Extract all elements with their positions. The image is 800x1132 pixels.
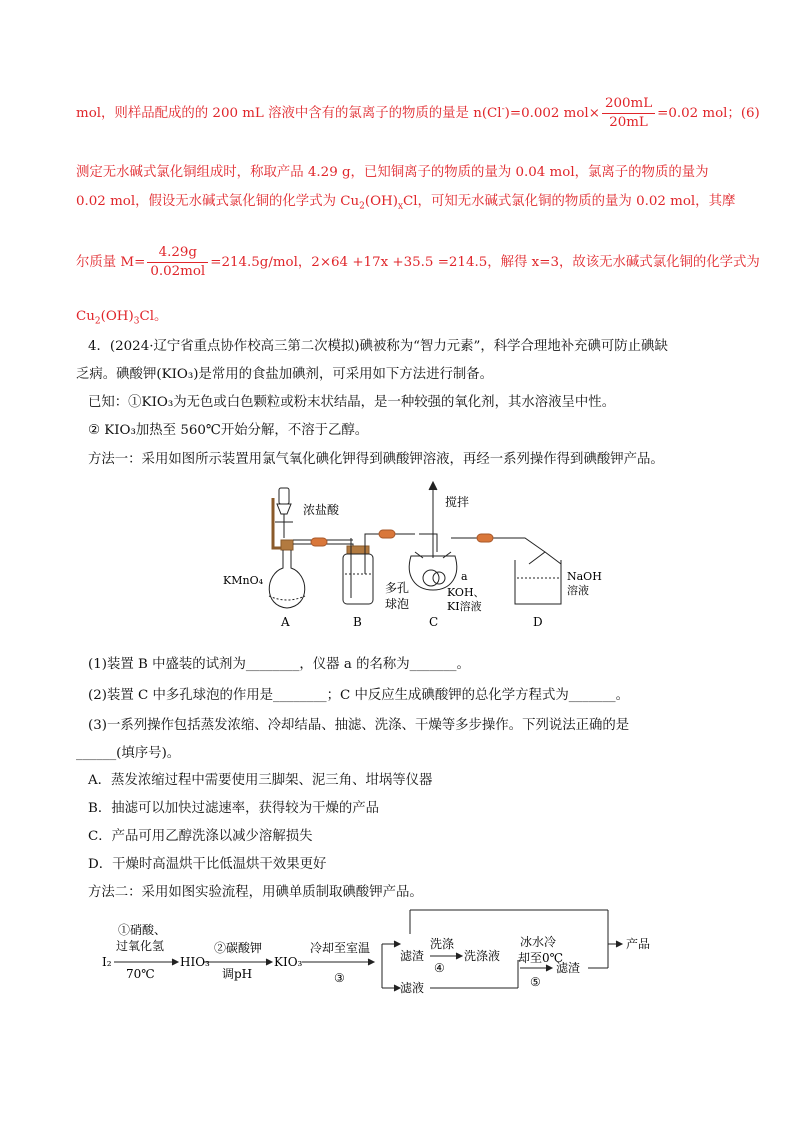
answer-text: )=0.002 mol×: [504, 106, 600, 121]
answer-line-4: [76, 244, 760, 281]
answer-line-5: [76, 308, 167, 331]
option-d: D．干燥时高温烘干比低温烘干效果更好: [88, 857, 327, 872]
label-naoh-1: NaOH: [567, 570, 602, 583]
label-stir: 搅拌: [445, 495, 470, 509]
flow-step2-a: ②碳酸钾: [214, 941, 263, 955]
fraction-numerator: 200mL: [602, 95, 655, 114]
flow-step1-a: ①硝酸、: [118, 923, 167, 937]
flow-wash-liquid: 洗涤液: [464, 949, 501, 963]
flow-hio3: HIO₃: [180, 955, 210, 969]
method-two-text: 方法二：采用如图实验流程，用碘单质制取碘酸钾产品。: [88, 885, 423, 900]
label-porous-1: 多孔: [385, 581, 410, 595]
flow-step4: ④: [434, 961, 445, 975]
label-C: C: [429, 615, 439, 629]
label-a: a: [461, 570, 468, 583]
answer-text: =0.02 mol；(6): [657, 106, 760, 121]
fraction-denominator: 0.02mol: [150, 264, 206, 279]
answer-line-2: 测定无水碱式氯化铜组成时，称取产品 4.29 g，已知铜离子的物质的量为 0.04 mol，氯离子的物质的量为: [76, 165, 709, 180]
answer-text: =214.5g/mol: [210, 255, 298, 270]
fraction-denominator: 20mL: [609, 115, 648, 130]
subscript: x: [397, 201, 404, 212]
fraction: [147, 244, 208, 281]
question-intro-line-1: 4．(2024·辽宁省重点协作校高三第二次模拟)碘被称为“智力元素”，科学合理地补充碘可防止碘缺: [88, 339, 668, 354]
option-b: B．抽滤可以加快过滤速率，获得较为干燥的产品: [88, 801, 380, 816]
subscript: 2: [94, 316, 101, 327]
flow-residue-2: 滤渣: [556, 961, 581, 975]
subscript: 2: [359, 201, 365, 212]
fraction: [602, 95, 655, 132]
flow-product: 产品: [626, 937, 651, 951]
question-3-line-1: (3)一系列操作包括蒸发浓缩、冷却结晶、抽滤、洗涤、干燥等多步操作。下列说法正确的是: [88, 718, 630, 733]
answer-text: (OH): [100, 309, 134, 324]
flow-step1-b: 过氧化氢: [116, 939, 165, 953]
flow-step5-c: ⑤: [530, 975, 541, 989]
label-porous-2: 球泡: [385, 597, 410, 611]
answer-text: Cu: [76, 309, 95, 324]
fraction-numerator: 4.29g: [147, 244, 208, 263]
answer-text: 尔质量 M=: [76, 255, 146, 270]
label-naoh-2: 溶液: [567, 584, 589, 597]
flow-step3-a: 冷却至室温: [310, 941, 371, 955]
label-A: A: [281, 615, 290, 629]
answer-line-1: [76, 95, 760, 132]
label-ki: KI溶液: [447, 600, 482, 613]
process-flowchart: [100, 904, 700, 1014]
answer-text: mol，则样品配成的的 200 mL 溶液中含有的氯离子的物质的量是 n(Cl: [76, 106, 502, 121]
flow-step1-c: 70℃: [126, 967, 155, 981]
answer-text: Cl。: [139, 309, 168, 324]
answer-line-3: [76, 193, 735, 216]
flow-step5-a: 冰水冷: [520, 935, 557, 949]
known-condition-2: ② KIO₃加热至 560℃开始分解，不溶于乙醇。: [88, 423, 369, 438]
answer-text: ，2×64 +17x +35.5 =214.5，解得 x=3，故该无水碱式氯化铜的化学式为: [297, 255, 760, 270]
method-one-text: 方法一：采用如图所示装置用氯气氧化碘化钾得到碘酸钾溶液，再经一系列操作得到碘酸钾产品。: [88, 452, 664, 467]
flow-filtrate: 滤液: [400, 981, 425, 995]
flow-kio3: KIO₃: [274, 955, 303, 969]
question-1: (1)装置 B 中盛装的试剂为________，仪器 a 的名称为_______。: [88, 657, 470, 672]
answer-text: 0.02 mol，假设无水碱式氯化铜的化学式为 Cu: [76, 194, 360, 209]
option-a: A．蒸发浓缩过程中需要使用三脚架、泥三角、坩埚等仪器: [88, 773, 433, 788]
flow-i2: I₂: [102, 955, 112, 969]
known-condition-1: 已知：①KIO₃为无色或白色颗粒或粉末状结晶，是一种较强的氧化剂，其水溶液呈中性。: [88, 395, 616, 410]
flow-step2-b: 调pH: [222, 967, 253, 981]
question-intro-line-2: 乏病。碘酸钾(KIO₃)是常用的食盐加碘剂，可采用如下方法进行制备。: [76, 367, 494, 382]
label-D: D: [533, 615, 543, 629]
flow-wash: 洗涤: [430, 937, 455, 951]
label-koh: KOH、: [447, 586, 485, 599]
option-c: C．产品可用乙醇洗涤以减少溶解损失: [88, 829, 313, 844]
answer-text: (OH): [364, 194, 398, 209]
label-hcl: 浓盐酸: [303, 503, 340, 517]
superscript: -: [501, 104, 505, 115]
apparatus-diagram: [215, 478, 635, 638]
subscript: 3: [133, 316, 140, 327]
flow-step3-b: ③: [334, 971, 345, 985]
question-3-line-2: ______(填序号)。: [76, 746, 181, 761]
flow-step5-b: 却至0℃: [518, 951, 564, 965]
question-2: (2)装置 C 中多孔球泡的作用是________；C 中反应生成碘酸钾的总化学方程式为_______。: [88, 688, 629, 703]
answer-text: Cl，可知无水碱式氯化铜的物质的量为 0.02 mol，其摩: [403, 194, 736, 209]
flow-residue-1: 滤渣: [400, 949, 425, 963]
label-B: B: [353, 615, 362, 629]
label-kmno4: KMnO₄: [223, 574, 263, 587]
